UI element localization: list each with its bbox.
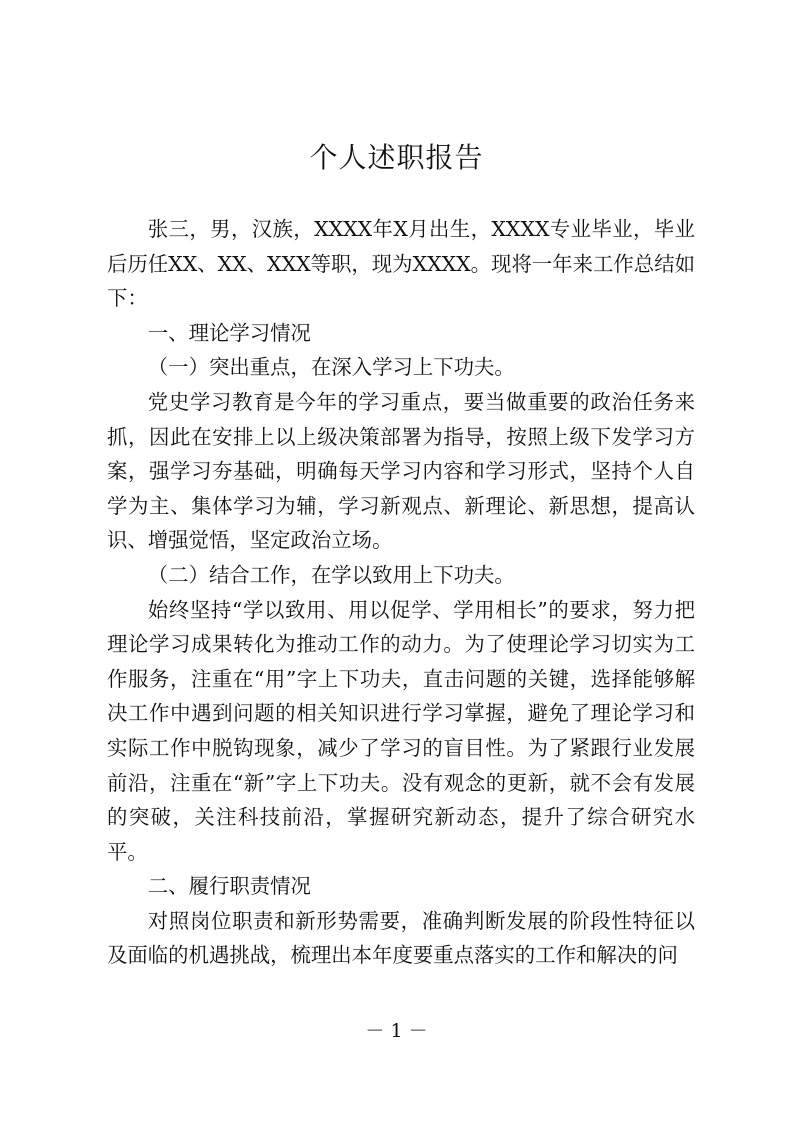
body-paragraph-duties: 对照岗位职责和新形势需要，准确判断发展的阶段性特征以及面临的机遇挑战，梳理出本年度要重点落实的工作和解决的问	[107, 908, 695, 968]
subsection-heading-work-application: （二）结合工作，在学以致用上下功夫。	[147, 562, 515, 587]
section-heading-theory-study: 一、理论学习情况	[147, 320, 311, 345]
intro-paragraph: 张三，男，汉族，XXXX年X月出生，XXXX专业毕业，毕业后历任XX、XX、XXX等职，现为XXXX。现将一年来工作总结如下：	[107, 217, 695, 311]
body-paragraph-study-focus: 党史学习教育是今年的学习重点，要当做重要的政治任务来抓，因此在安排上以上级决策部署为指导，按照上级下发学习方案，强学习夯基础，明确每天学习内容和学习形式，坚持个人自学为主、集体学习为辅，学习新观点、新理论、新思想，提高认识、增强觉悟，坚定政治立场。	[107, 389, 695, 553]
page-number: － 1 －	[365, 1020, 428, 1042]
document-body	[107, 212, 695, 973]
body-paragraph-application: 始终坚持“学以致用、用以促学、学用相长”的要求，努力把理论学习成果转化为推动工作的动力。为了使理论学习切实为工作服务，注重在“用”字上下功夫，直击问题的关键，选择能够解决工作中遇到问题的相关知识进行学习掌握，避免了理论学习和实际工作中脱钩现象，减少了学习的盲目性。为了紧跟行业发展前沿，注重在“新”字上下功夫。没有观念的更新，就不会有发展的突破，关注科技前沿，掌握研究新动态，提升了综合研究水平。	[107, 597, 695, 864]
subsection-heading-focus: （一）突出重点，在深入学习上下功夫。	[147, 355, 515, 380]
document-title: 个人述职报告	[309, 141, 484, 174]
section-heading-duties: 二、履行职责情况	[147, 874, 311, 899]
